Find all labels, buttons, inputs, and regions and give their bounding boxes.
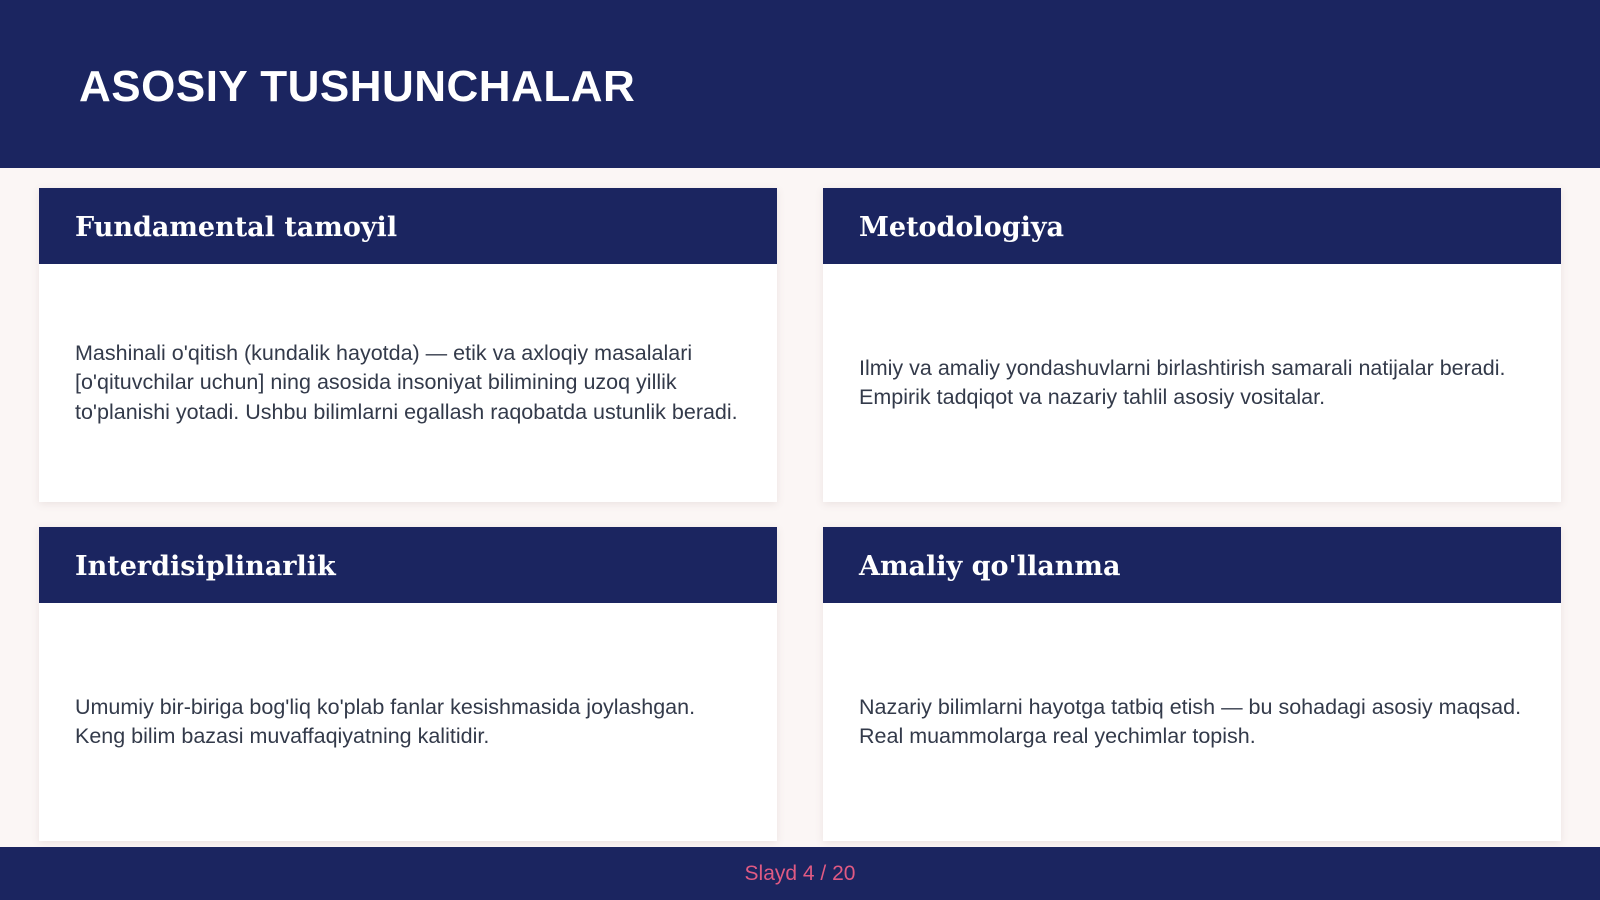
card-interdisiplinarlik	[39, 527, 777, 841]
slide-header	[0, 0, 1600, 168]
card-header	[39, 527, 777, 603]
card-metodologiya	[823, 188, 1561, 502]
card-header	[39, 188, 777, 264]
card-header	[823, 527, 1561, 603]
card-body	[859, 603, 1531, 841]
card-body	[859, 264, 1531, 502]
card-header	[823, 188, 1561, 264]
card-fundamental-tamoyil	[39, 188, 777, 502]
slide-counter: Slayd 4 / 20	[744, 861, 856, 885]
slide-title: ASOSIY TUSHUNCHALAR	[79, 62, 636, 111]
card-text: Nazariy bilimlarni hayotga tatbiq etish — bu sohadagi asosiy maqsad. Real muammolarga real yechimlar topish.	[859, 694, 1522, 748]
slide-footer	[0, 847, 1600, 900]
card-text: Umumiy bir-biriga bog'liq ko'plab fanlar kesishmasida joylashgan. Keng bilim bazasi muvaffaqiyatning kalitidir.	[75, 694, 696, 748]
card-title: Metodologiya	[859, 212, 1065, 243]
card-title: Interdisiplinarlik	[75, 551, 336, 582]
card-body	[75, 264, 747, 502]
card-title: Amaliy qo'llanma	[859, 551, 1121, 582]
card-text: Mashinali o'qitish (kundalik hayotda) — etik va axloqiy masalalari [o'qituvchilar uchun] ning asosida insoniyat bilimining uzoq yillik to'planishi yotadi. Ushbu bilimlarni egallash raqobatda ustunlik beradi.	[75, 340, 738, 424]
card-title: Fundamental tamoyil	[75, 212, 398, 243]
card-body	[75, 603, 747, 841]
card-text: Ilmiy va amaliy yondashuvlarni birlashtirish samarali natijalar beradi. Empirik tadqiqot va nazariy tahlil asosiy vositalar.	[859, 355, 1506, 409]
card-amaliy-qollanma	[823, 527, 1561, 841]
